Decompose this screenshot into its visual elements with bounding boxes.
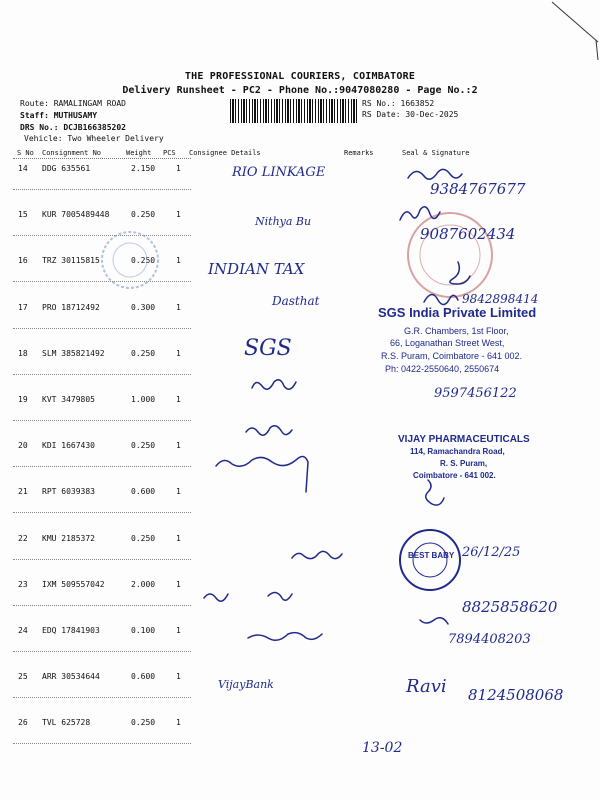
row-consignment: KUR 7005489448 xyxy=(42,210,110,219)
row-sno: 18 xyxy=(18,349,28,358)
hw-footer-note: 13-02 xyxy=(362,740,403,756)
row-weight: 0.300 xyxy=(131,303,156,312)
hw-r26-sign: Ravi xyxy=(406,676,447,697)
col-consignee: Consignee Details xyxy=(189,149,261,157)
row-consignment: RPT 6039383 xyxy=(42,487,95,496)
row-pcs: 1 xyxy=(176,395,181,404)
row-pcs: 1 xyxy=(176,672,181,681)
row-consignment: IXM 509557042 xyxy=(42,580,105,589)
row-weight: 2.150 xyxy=(131,164,156,173)
hw-r19-phone: 9597456122 xyxy=(434,386,517,401)
row-sno: 26 xyxy=(18,718,28,727)
row-weight: 0.600 xyxy=(131,487,156,496)
row-sno: 25 xyxy=(18,672,28,681)
hw-r14-name: RIO LINKAGE xyxy=(232,165,326,180)
col-seal: Seal & Signature xyxy=(402,149,470,157)
row-weight: 0.250 xyxy=(131,256,156,265)
row-consignment: KVT 3479805 xyxy=(42,395,95,404)
col-remarks: Remarks xyxy=(344,149,374,157)
row-weight: 0.250 xyxy=(131,210,156,219)
staff: Staff: MUTHUSAMY xyxy=(20,111,98,120)
hw-r18-name: SGS xyxy=(244,336,292,361)
row-weight: 2.000 xyxy=(131,580,156,589)
vijay-stamp-addr1: 114, Ramachandra Road, xyxy=(410,447,505,456)
row-weight: 0.600 xyxy=(131,672,156,681)
row-sno: 15 xyxy=(18,210,28,219)
runsheet-subtitle: Delivery Runsheet - PC2 - Phone No.:9047080280 - Page No.:2 xyxy=(122,85,478,96)
row-pcs: 1 xyxy=(176,164,181,173)
row-consignment: KMU 2185372 xyxy=(42,534,95,543)
hw-r26-phone: 8124508068 xyxy=(468,686,564,704)
row-pcs: 1 xyxy=(176,256,181,265)
hw-r26-name: VijayBank xyxy=(218,678,274,691)
row-sno: 20 xyxy=(18,441,28,450)
drs-number: DRS No.: DCJB166385202 xyxy=(20,123,126,132)
row-consignment: ARR 30534644 xyxy=(42,672,100,681)
sgs-stamp-addr2: 66, Loganathan Street West, xyxy=(390,338,505,348)
row-consignment: TVL 625728 xyxy=(42,718,91,727)
row-pcs: 1 xyxy=(176,487,181,496)
hw-r16-name: INDIAN TAX xyxy=(208,260,305,278)
col-sno: S No xyxy=(17,149,34,157)
row-weight: 0.250 xyxy=(131,349,156,358)
row-pcs: 1 xyxy=(176,626,181,635)
vehicle: Vehicle: Two Wheeler Delivery xyxy=(24,134,164,143)
rs-number: RS No.: 1663852 xyxy=(362,99,435,108)
row-sno: 14 xyxy=(18,164,28,173)
row-pcs: 1 xyxy=(176,210,181,219)
row-weight: 0.250 xyxy=(131,534,156,543)
row-pcs: 1 xyxy=(176,441,181,450)
row-pcs: 1 xyxy=(176,349,181,358)
vijay-stamp-name: VIJAY PHARMACEUTICALS xyxy=(398,434,530,445)
row-sno: 22 xyxy=(18,534,28,543)
row-consignment: TRZ 30115815 xyxy=(42,256,100,265)
sgs-stamp-phone: Ph: 0422-2550640, 2550674 xyxy=(385,364,500,374)
sgs-stamp-name: SGS India Private Limited xyxy=(378,305,537,320)
row-pcs: 1 xyxy=(176,303,181,312)
best-baby-label: BEST BABY xyxy=(408,551,455,560)
col-pcs: PCS xyxy=(163,149,176,157)
route: Route: RAMALINGAM ROAD xyxy=(20,99,126,108)
hw-r25-phone: 7894408203 xyxy=(448,632,531,647)
hw-r24-phone: 8825858620 xyxy=(462,598,558,616)
hw-r17-phone: 9842898414 xyxy=(462,292,539,306)
row-sno: 24 xyxy=(18,626,28,635)
hw-r15-phone: 9087602434 xyxy=(420,225,516,243)
col-weight: Weight xyxy=(126,149,152,157)
row-pcs: 1 xyxy=(176,718,181,727)
row-weight: 1.000 xyxy=(131,395,156,404)
row-consignment: PRO 18712492 xyxy=(42,303,100,312)
col-consignment: Consignment No xyxy=(42,149,102,157)
hw-r14-phone: 9384767677 xyxy=(430,180,526,198)
row-consignment: KDI 1667430 xyxy=(42,441,95,450)
rs-date: RS Date: 30-Dec-2025 xyxy=(362,110,459,119)
vijay-stamp-addr3: Coimbatore - 641 002. xyxy=(413,471,496,480)
row-consignment: DDG 635561 xyxy=(42,164,91,173)
hw-r23-date: 26/12/25 xyxy=(462,545,521,560)
row-sno: 23 xyxy=(18,580,28,589)
hw-r15-name: Nithya Bu xyxy=(255,215,312,228)
sgs-stamp-addr3: R.S. Puram, Coimbatore - 641 002. xyxy=(381,351,523,361)
company-title: THE PROFESSIONAL COURIERS, COIMBATORE xyxy=(184,71,416,82)
row-weight: 0.100 xyxy=(131,626,156,635)
row-sno: 21 xyxy=(18,487,28,496)
row-pcs: 1 xyxy=(176,580,181,589)
row-consignment: EDQ 17841903 xyxy=(42,626,100,635)
row-sno: 19 xyxy=(18,395,28,404)
hw-r17-name: Dasthat xyxy=(272,294,320,308)
row-pcs: 1 xyxy=(176,534,181,543)
vijay-stamp-addr2: R. S. Puram, xyxy=(440,459,488,468)
row-sno: 16 xyxy=(18,256,28,265)
row-weight: 0.250 xyxy=(131,718,156,727)
row-consignment: SLM 385821492 xyxy=(42,349,105,358)
row-sno: 17 xyxy=(18,303,28,312)
row-weight: 0.250 xyxy=(131,441,156,450)
sgs-stamp-addr1: G.R. Chambers, 1st Floor, xyxy=(404,326,509,336)
